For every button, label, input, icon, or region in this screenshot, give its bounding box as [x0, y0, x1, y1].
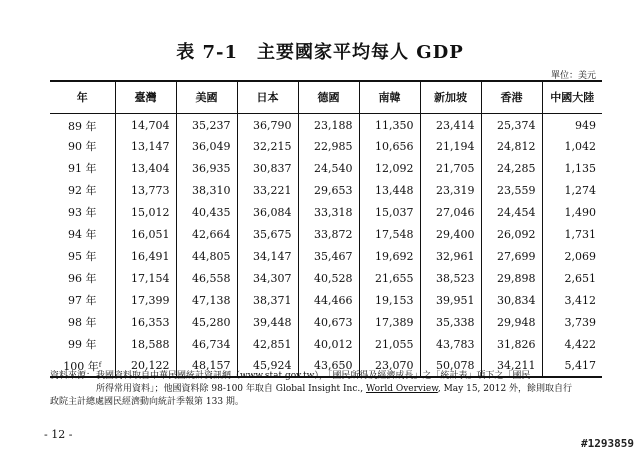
- value-cell: 24,812: [481, 135, 542, 157]
- value-cell: 18,588: [115, 333, 176, 355]
- value-cell: 13,448: [359, 179, 420, 201]
- header-cell: 年: [50, 81, 115, 113]
- value-cell: 29,653: [298, 179, 359, 201]
- value-cell: 45,280: [176, 311, 237, 333]
- value-cell: 17,399: [115, 289, 176, 311]
- table-row: [50, 135, 602, 157]
- value-cell: 36,049: [176, 135, 237, 157]
- year-cell: 93 年: [68, 206, 97, 219]
- value-cell: 31,826: [481, 333, 542, 355]
- header-cell: 美國: [176, 81, 237, 113]
- value-cell: 13,147: [115, 135, 176, 157]
- value-cell: 45,924: [237, 355, 298, 377]
- source-text-line-2b: , May 15, 2012 外，餘則取自行: [437, 384, 573, 394]
- value-cell: 46,734: [176, 333, 237, 355]
- value-cell: 21,655: [359, 267, 420, 289]
- year-cell: 99 年: [68, 338, 97, 351]
- value-cell: 50,078: [420, 355, 481, 377]
- value-cell: 12,092: [359, 157, 420, 179]
- value-cell: 32,215: [237, 135, 298, 157]
- value-cell: 1,042: [542, 135, 602, 157]
- year-cell: 94 年: [68, 228, 97, 241]
- table-row: [50, 245, 602, 267]
- year-cell: 100 年ᶠ: [50, 355, 115, 377]
- source-label: 資料來源：: [50, 371, 96, 381]
- value-cell: 36,790: [237, 113, 298, 135]
- value-cell: 13,773: [115, 179, 176, 201]
- source-text-line-3: 政院主計總處國民經濟動向統計季報第 133 期。: [50, 397, 244, 407]
- value-cell: 34,147: [237, 245, 298, 267]
- header-cell: 臺灣: [115, 81, 176, 113]
- table-title: 表 7-1 主要國家平均每人 GDP: [176, 42, 464, 63]
- value-cell: 35,237: [176, 113, 237, 135]
- value-cell: 1,490: [542, 201, 602, 223]
- year-cell: 97 年: [68, 294, 97, 307]
- year-cell: 91 年: [68, 162, 97, 175]
- header-row: [50, 81, 602, 113]
- value-cell: 21,705: [420, 157, 481, 179]
- value-cell: 40,673: [298, 311, 359, 333]
- gdp-table: [50, 80, 602, 378]
- value-cell: 40,012: [298, 333, 359, 355]
- value-cell: 949: [542, 113, 602, 135]
- header-cell: 德國: [298, 81, 359, 113]
- value-cell: 19,692: [359, 245, 420, 267]
- header-cell: 中國大陸: [542, 81, 602, 113]
- value-cell: 2,069: [542, 245, 602, 267]
- value-cell: 24,540: [298, 157, 359, 179]
- value-cell: 21,055: [359, 333, 420, 355]
- value-cell: 5,417: [542, 355, 602, 377]
- value-cell: 29,898: [481, 267, 542, 289]
- value-cell: 15,037: [359, 201, 420, 223]
- value-cell: 17,389: [359, 311, 420, 333]
- source-text-line-1: 我國資料取自中華民國統計資訊網（www.stat.gov.tw），「國民所得及經濟成長」之「統計表」項下之「國民: [96, 371, 531, 381]
- watermark-id: #1293859: [581, 437, 634, 450]
- value-cell: 27,699: [481, 245, 542, 267]
- value-cell: 34,211: [481, 355, 542, 377]
- value-cell: 40,435: [176, 201, 237, 223]
- world-overview-reference: World Overview: [365, 384, 438, 394]
- value-cell: 10,656: [359, 135, 420, 157]
- value-cell: 19,153: [359, 289, 420, 311]
- table-row: [50, 157, 602, 179]
- value-cell: 20,122: [115, 355, 176, 377]
- value-cell: 23,188: [298, 113, 359, 135]
- value-cell: 36,935: [176, 157, 237, 179]
- value-cell: 4,422: [542, 333, 602, 355]
- value-cell: 48,157: [176, 355, 237, 377]
- value-cell: 40,528: [298, 267, 359, 289]
- value-cell: 16,353: [115, 311, 176, 333]
- table-row: [50, 289, 602, 311]
- year-cell: 92 年: [68, 184, 97, 197]
- value-cell: 25,374: [481, 113, 542, 135]
- value-cell: 42,851: [237, 333, 298, 355]
- value-cell: 44,466: [298, 289, 359, 311]
- table-body: [50, 113, 602, 377]
- value-cell: 33,318: [298, 201, 359, 223]
- value-cell: 33,872: [298, 223, 359, 245]
- table-row: [50, 333, 602, 355]
- value-cell: 2,651: [542, 267, 602, 289]
- value-cell: 21,194: [420, 135, 481, 157]
- value-cell: 47,138: [176, 289, 237, 311]
- table-row: [50, 179, 602, 201]
- table-row: [50, 201, 602, 223]
- value-cell: 29,400: [420, 223, 481, 245]
- year-cell: 89 年: [68, 119, 97, 133]
- value-cell: 34,307: [237, 267, 298, 289]
- value-cell: 38,371: [237, 289, 298, 311]
- source-text-line-2a: 所得常用資料」；他國資料除 98-100 年取自 Global Insight Inc.,: [96, 384, 366, 394]
- value-cell: 43,783: [420, 333, 481, 355]
- value-cell: 17,154: [115, 267, 176, 289]
- value-cell: 44,805: [176, 245, 237, 267]
- value-cell: 29,948: [481, 311, 542, 333]
- value-cell: 35,467: [298, 245, 359, 267]
- value-cell: 42,664: [176, 223, 237, 245]
- table-row: [50, 113, 602, 135]
- value-cell: 11,350: [359, 113, 420, 135]
- value-cell: 38,310: [176, 179, 237, 201]
- value-cell: 1,135: [542, 157, 602, 179]
- table-row: [50, 223, 602, 245]
- year-cell: 95 年: [68, 250, 97, 263]
- value-cell: 3,412: [542, 289, 602, 311]
- value-cell: 30,834: [481, 289, 542, 311]
- value-cell: 39,448: [237, 311, 298, 333]
- header-cell: 日本: [237, 81, 298, 113]
- unit-label: 單位：美元: [550, 71, 596, 81]
- value-cell: 22,985: [298, 135, 359, 157]
- value-cell: 46,558: [176, 267, 237, 289]
- value-cell: 13,404: [115, 157, 176, 179]
- value-cell: 1,274: [542, 179, 602, 201]
- value-cell: 38,523: [420, 267, 481, 289]
- value-cell: 30,837: [237, 157, 298, 179]
- value-cell: 14,704: [115, 113, 176, 135]
- header-cell: 南韓: [359, 81, 420, 113]
- value-cell: 24,454: [481, 201, 542, 223]
- table-row: [50, 311, 602, 333]
- header-cell: 香港: [481, 81, 542, 113]
- value-cell: 17,548: [359, 223, 420, 245]
- year-cell: 98 年: [68, 316, 97, 329]
- value-cell: 16,491: [115, 245, 176, 267]
- source-note: [50, 370, 610, 409]
- value-cell: 23,414: [420, 113, 481, 135]
- value-cell: 23,070: [359, 355, 420, 377]
- header-cell: 新加坡: [420, 81, 481, 113]
- value-cell: 36,084: [237, 201, 298, 223]
- value-cell: 3,739: [542, 311, 602, 333]
- value-cell: 43,650: [298, 355, 359, 377]
- page-number: - 12 -: [44, 428, 73, 441]
- value-cell: 35,675: [237, 223, 298, 245]
- value-cell: 27,046: [420, 201, 481, 223]
- value-cell: 1,731: [542, 223, 602, 245]
- value-cell: 26,092: [481, 223, 542, 245]
- value-cell: 35,338: [420, 311, 481, 333]
- value-cell: 32,961: [420, 245, 481, 267]
- value-cell: 23,559: [481, 179, 542, 201]
- value-cell: 23,319: [420, 179, 481, 201]
- value-cell: 33,221: [237, 179, 298, 201]
- year-cell: 90 年: [68, 140, 97, 153]
- table-row: [50, 267, 602, 289]
- year-cell: 96 年: [68, 272, 97, 285]
- value-cell: 39,951: [420, 289, 481, 311]
- value-cell: 15,012: [115, 201, 176, 223]
- value-cell: 24,285: [481, 157, 542, 179]
- value-cell: 16,051: [115, 223, 176, 245]
